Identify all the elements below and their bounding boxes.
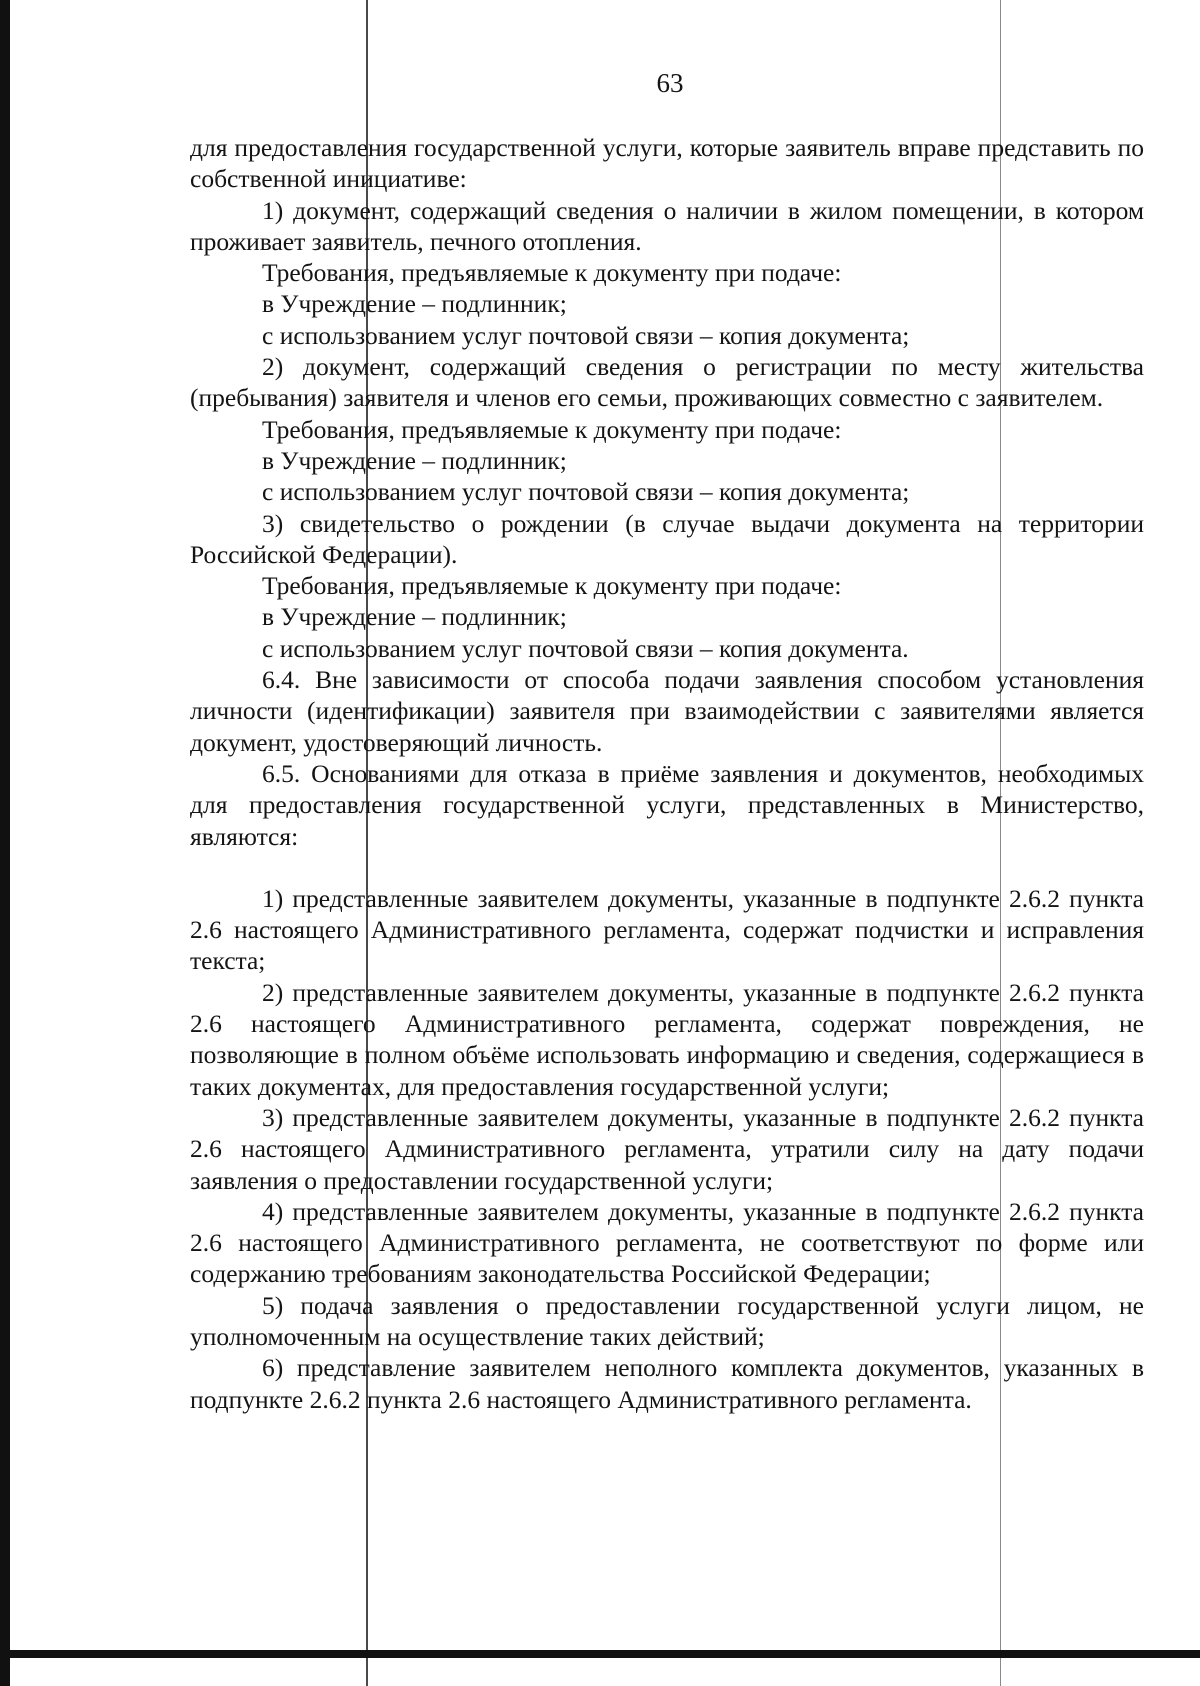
- paragraph-gap: [190, 852, 1144, 883]
- paragraph-item-2-registration: 2) документ, содержащий сведения о регистрации по месту жительства (пребывания) заявителя и членов его семьи, проживающих совместно с заявителем.: [190, 352, 1144, 413]
- paragraph-refusal-3: 3) представленные заявителем документы, указанные в подпункте 2.6.2 пункта 2.6 настоящего Административного регламента, утратили силу на дату подачи заявления о предоставлении государственной услуги;: [190, 1102, 1144, 1195]
- paragraph-institution: в Учреждение – подлинник;: [262, 602, 567, 632]
- scan-edge-left: [0, 0, 10, 1686]
- paragraph-refusal-1: 1) представленные заявителем документы, указанные в подпункте 2.6.2 пункта 2.6 настоящего Административного регламента, содержат подчистки и исправления текста;: [190, 883, 1144, 976]
- paragraph-postal: с использованием услуг почтовой связи – копия документа;: [262, 477, 910, 507]
- paragraph-refusal-2: 2) представленные заявителем документы, указанные в подпункте 2.6.2 пункта 2.6 настоящего Административного регламента, содержат повреждения, не позволяющие в полном объёме использовать информацию и сведения, содержащиеся в таких документах, для предоставления государственной услуги;: [190, 977, 1144, 1101]
- paragraph-item-1-heating: 1) документ, содержащий сведения о наличии в жилом помещении, в котором проживает заявитель, печного отопления.: [190, 195, 1144, 256]
- paragraph-requirements: Требования, предъявляемые к документу при подаче:: [262, 414, 842, 444]
- paragraph-postal: с использованием услуг почтовой связи – копия документа.: [262, 633, 909, 663]
- paragraph-institution: в Учреждение – подлинник;: [262, 445, 567, 475]
- paragraph-section-6-5: 6.5. Основаниями для отказа в приёме заявления и документов, необходимых для предоставления государственной услуги, представленных в Министерство, являются:: [190, 758, 1144, 851]
- paragraph-requirements: Требования, предъявляемые к документу при подаче:: [262, 571, 842, 601]
- paragraph-requirements: Требования, предъявляемые к документу при подаче:: [262, 258, 842, 288]
- paragraph-refusal-5: 5) подача заявления о предоставлении государственной услуги лицом, не уполномоченным на осуществление таких действий;: [190, 1290, 1144, 1351]
- paragraph-postal: с использованием услуг почтовой связи – копия документа;: [262, 320, 910, 350]
- paragraph-item-3-birth-certificate: 3) свидетельство о рождении (в случае выдачи документа на территории Российской Федерации).: [190, 508, 1144, 569]
- paragraph-institution: в Учреждение – подлинник;: [262, 289, 567, 319]
- paragraph-refusal-4: 4) представленные заявителем документы, указанные в подпункте 2.6.2 пункта 2.6 настоящего Административного регламента, не соответствуют по форме или содержанию требованиям законодательства Российской Федерации;: [190, 1196, 1144, 1289]
- document-body: [190, 132, 1144, 1415]
- scan-edge-bottom: [0, 1650, 1200, 1658]
- page-number: 63: [656, 68, 684, 98]
- paragraph-refusal-6: 6) представление заявителем неполного комплекта документов, указанных в подпункте 2.6.2 пункта 2.6 настоящего Административного регламента.: [190, 1353, 1144, 1414]
- paragraph-section-6-4: 6.4. Вне зависимости от способа подачи заявления способом установления личности (идентификации) заявителя при взаимодействии с заявителями является документ, удостоверяющий личность.: [190, 665, 1144, 757]
- paragraph-intro: для предоставления государственной услуги, которые заявитель вправе представить по собственной инициативе:: [190, 133, 1144, 194]
